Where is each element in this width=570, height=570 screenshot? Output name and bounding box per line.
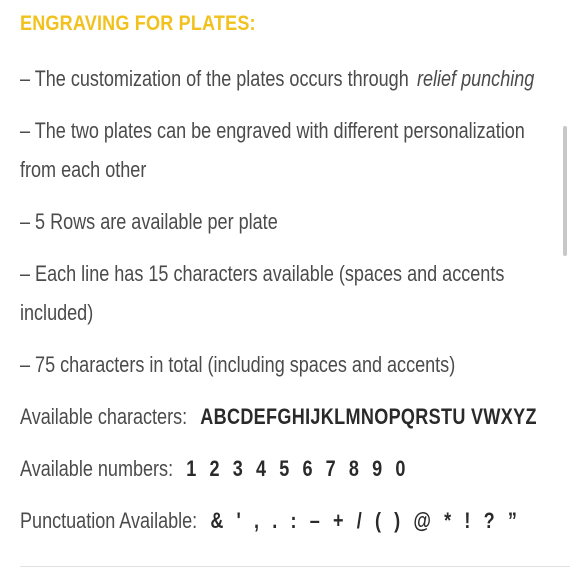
line-chars-item-line2: included) — [20, 300, 94, 325]
rows-item: – 5 Rows are available per plate — [20, 209, 278, 234]
bottom-divider — [20, 566, 570, 567]
two-plates-item-line2: from each other — [20, 157, 147, 182]
available-numbers-row — [20, 450, 410, 488]
punctuation-value: & ' , . : – + / ( ) @ * ! ? ” — [210, 508, 521, 533]
available-characters-row — [20, 398, 537, 436]
available-numbers-label: Available numbers: — [20, 456, 174, 481]
relief-punching-text: relief punching — [416, 66, 535, 91]
available-characters-value: ABCDEFGHIJKLMNOPQRSTU VWXYZ — [200, 404, 537, 429]
available-numbers-value: 1 2 3 4 5 6 7 8 9 0 — [186, 456, 410, 481]
total-chars-item: – 75 characters in total (including spaces and accents) — [20, 352, 456, 377]
punctuation-label: Punctuation Available: — [20, 508, 198, 533]
customization-item — [20, 60, 534, 98]
scrollbar[interactable] — [563, 126, 567, 256]
two-plates-item-line1: – The two plates can be engraved with different personalization — [20, 118, 525, 143]
line-chars-item-line1: – Each line has 15 characters available (spaces and accents — [20, 261, 505, 286]
customization-text: – The customization of the plates occurs through — [20, 66, 409, 91]
available-characters-label: Available characters: — [20, 404, 188, 429]
punctuation-row — [20, 502, 521, 540]
section-title: ENGRAVING FOR PLATES: — [20, 12, 256, 35]
